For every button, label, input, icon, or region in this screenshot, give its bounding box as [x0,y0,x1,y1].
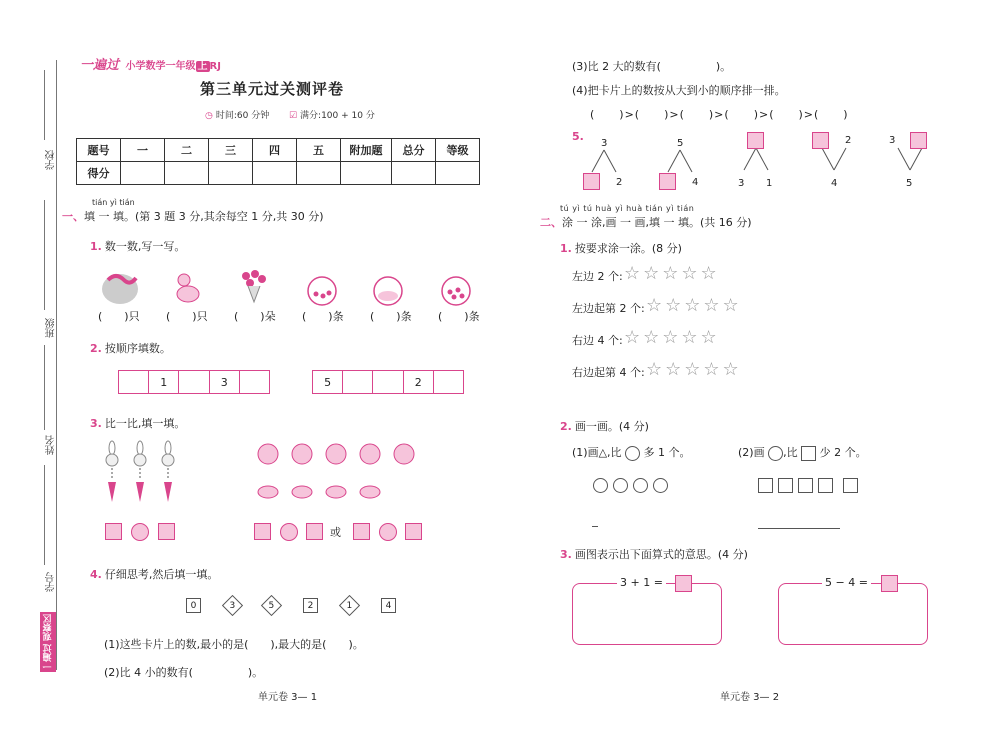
s2q2-prompt [560,418,649,434]
number-card-square: 4 [381,598,396,613]
score-cell[interactable] [341,162,392,185]
q1-answer-4[interactable]: ( )条 [302,310,344,323]
seq-cell[interactable] [119,371,149,393]
score-header: 等级 [436,139,480,162]
q2-num: 2. [90,342,102,355]
given-square [778,478,793,493]
q1-answer-2[interactable]: ( )只 [166,310,208,323]
s2q1-num: 1. [560,242,572,255]
equation-2: 5 − 4 = [822,576,871,589]
tree3-left: 3 [738,178,745,189]
seq-cell: 1 [149,371,179,393]
tree1-right: 2 [616,177,623,188]
drawing-box-1[interactable] [572,583,722,645]
flowers-icon [242,270,266,302]
section1-num: 一、 [62,210,84,223]
tree3-right: 1 [766,178,773,189]
q1-prompt [90,238,185,254]
s2q2-num: 2. [560,420,572,433]
or-text: 或 [330,526,341,539]
checkbox-icon: ☑ [288,111,298,121]
star-icon-row[interactable]: ☆☆☆☆☆ [624,263,720,284]
q4-sub1[interactable]: (1)这些卡片上的数,最小的是( ),最大的是( )。 [104,638,364,651]
star-icon-row[interactable]: ☆☆☆☆☆ [646,359,742,380]
fishbowl-icon [442,277,470,305]
margin-seg [44,70,45,140]
fill-square[interactable] [306,523,323,540]
clock-icon: ◷ [205,111,213,121]
section1-pinyin: tián yì tián [92,198,135,207]
drawing-box-2[interactable] [778,583,928,645]
tree1-left-box[interactable] [583,173,600,190]
tree2-top: 5 [677,138,684,149]
square-icon [801,446,816,461]
seq-cell: 3 [210,371,240,393]
score-cell[interactable] [297,162,341,185]
margin-seg [44,345,45,430]
star-icon-row[interactable]: ☆☆☆☆☆ [624,327,720,348]
q1-pictures [98,266,508,308]
score-row-label: 得分 [77,162,121,185]
fill-square[interactable] [254,523,271,540]
q3-text: 比一比,填一填。 [104,417,186,430]
seq-cell[interactable] [343,371,373,393]
stars-row-3-label: 右边 4 个: [572,334,623,347]
q2-text: 按顺序填数。 [104,342,171,355]
tree1-top: 3 [601,138,608,149]
q3-num: 3. [90,417,102,430]
q1-answer-6[interactable]: ( )条 [438,310,480,323]
brand-text: 小学数学一年级 [125,61,196,72]
q1-num: 1. [90,240,102,253]
fill-circle[interactable] [131,523,149,541]
s2q2-text: 画一画。(4 分) [574,420,649,433]
score-header: 三 [209,139,253,162]
given-circle [633,478,648,493]
section2-heading [540,214,752,230]
edition: RJ [209,61,221,72]
seq-cell[interactable] [373,371,403,393]
q4-text: 仔细思考,然后填一填。 [104,568,219,581]
card-value: 5 [268,600,275,611]
stars-row-4-label: 右边起第 4 个: [572,366,645,379]
q2-prompt [90,340,171,356]
q4-sub3[interactable]: (3)比 2 大的数有( )。 [572,60,732,73]
section2-pinyin: tú yì tú huà yì huà tián yì tián [560,204,695,213]
tree2-left-box[interactable] [659,173,676,190]
rabbits-carrots-icon [106,441,174,502]
fill-square[interactable] [105,523,122,540]
cats-fish-icon [258,444,414,498]
card-value: 1 [346,600,353,611]
s2q2-sub2-a: (2)画 [738,446,765,459]
circle-icon [625,446,640,461]
section1-heading [62,208,324,224]
fill-square[interactable] [353,523,370,540]
fishbowl-icon [308,277,336,305]
q1-text: 数一数,写一写。 [104,240,186,253]
footer-right: 单元卷 3— 2 [720,692,780,703]
fill-circle[interactable] [280,523,298,541]
seq-cell: 5 [313,371,343,393]
s2q3-num: 3. [560,548,572,561]
score-header: 附加题 [341,139,392,162]
score-header: 一 [121,139,165,162]
answer-line[interactable] [758,528,840,529]
given-square [798,478,813,493]
star-icon-row[interactable]: ☆☆☆☆☆ [646,295,742,316]
tree3-top-box[interactable] [747,132,764,149]
s2q2-sub1-a: (1)画△,比 [572,446,622,459]
q4-num: 4. [90,568,102,581]
score-cell[interactable] [209,162,253,185]
score-cell[interactable] [165,162,209,185]
s2q3-prompt [560,546,748,562]
tree5-top: 3 [889,135,896,146]
fill-circle[interactable] [379,523,397,541]
duck-icon [177,274,199,302]
q1-answer-1[interactable]: ( )只 [98,310,140,323]
given-circle [613,478,628,493]
footer-left: 单元卷 3— 1 [258,692,318,703]
score-header: 题号 [77,139,121,162]
order-line[interactable]: ( )>( )>( )>( )>( )>( ) [590,108,849,121]
score-cell[interactable] [392,162,436,185]
number-card-diamond [261,595,282,616]
grade-mark: 上 [197,61,208,72]
margin-seg [44,200,45,310]
score-text: 满分:100 + 10 分 [300,111,375,121]
score-cell[interactable] [121,162,165,185]
score-cell[interactable] [436,162,480,185]
exam-meta [205,108,375,121]
score-header: 总分 [392,139,436,162]
fishbowl-icon [374,277,402,305]
s2q1-prompt [560,240,682,256]
tree4-top-box[interactable] [812,132,829,149]
given-circle [593,478,608,493]
q4-sub2[interactable]: (2)比 4 小的数有( )。 [104,666,264,679]
time-text: 时间:60 分钟 [215,111,270,121]
seq-cell[interactable] [240,371,269,393]
circle-icon [768,446,783,461]
margin-seg [44,465,45,565]
given-square [818,478,833,493]
seq-cell: 2 [404,371,434,393]
given-square [843,478,858,493]
section1-title: 填 一 填。(第 3 题 3 分,其余每空 1 分,共 30 分) [84,210,324,223]
tree4-bottom: 4 [831,178,838,189]
school-label: 学校 [46,150,57,170]
s2q2-sub2 [738,444,867,461]
section2-num: 二、 [540,216,562,229]
seq-cell[interactable] [434,371,463,393]
s2q2-sub2-b: ,比 [783,446,798,459]
name-label: 姓名 [46,435,57,455]
score-header: 五 [297,139,341,162]
fill-square[interactable] [405,523,422,540]
q3-pictures [98,440,428,510]
sequence-box-1[interactable] [118,370,270,394]
fill-square[interactable] [158,523,175,540]
q3-prompt [90,415,185,431]
brand [80,54,221,73]
s2q2-sub2-c: 少 2 个。 [819,446,867,459]
side-brand: 一遍过 观察区 [40,612,56,672]
tree5-topright-box[interactable] [910,132,927,149]
given-circle [653,478,668,493]
worms-picture-icon [102,274,138,304]
number-card-diamond [339,595,360,616]
tree5-bottom: 5 [906,178,913,189]
s2q3-text: 画图表示出下面算式的意思。(4 分) [574,548,748,561]
q5-num: 5. [572,130,584,143]
q4-prompt [90,566,218,582]
section2-title: 涂 一 涂,画 一 画,填 一 填。(共 16 分) [562,216,752,229]
class-label: 班级 [46,318,57,338]
page-title: 第三单元过关测评卷 [200,80,345,98]
student-id-label: 学号 [46,572,57,592]
seq-cell[interactable] [179,371,209,393]
tree2-right: 4 [692,177,699,188]
equation-1: 3 + 1 = [617,576,666,589]
s2q2-sub1-b: 多 1 个。 [643,446,691,459]
score-header: 二 [165,139,209,162]
answer-line-short[interactable] [592,526,598,527]
number-card-square: 2 [303,598,318,613]
brand-logo: 一遍过 [80,58,120,73]
stars-row-2-label: 左边起第 2 个: [572,302,645,315]
equation-2-answer-box[interactable] [881,575,898,592]
card-value: 3 [229,600,236,611]
s2q1-text: 按要求涂一涂。(8 分) [574,242,682,255]
score-header: 四 [253,139,297,162]
stars-row-1-label: 左边 2 个: [572,270,623,283]
equation-1-answer-box[interactable] [675,575,692,592]
q1-answer-3[interactable]: ( )朵 [234,310,276,323]
number-card-diamond [222,595,243,616]
score-cell[interactable] [253,162,297,185]
q4-sub4: (4)把卡片上的数按从大到小的顺序排一排。 [572,84,786,97]
tree4-topright: 2 [845,135,852,146]
sequence-box-2[interactable] [312,370,464,394]
s2q2-sub1 [572,444,691,461]
q1-answer-5[interactable]: ( )条 [370,310,412,323]
number-card-square: 0 [186,598,201,613]
given-square [758,478,773,493]
score-table [76,138,480,185]
